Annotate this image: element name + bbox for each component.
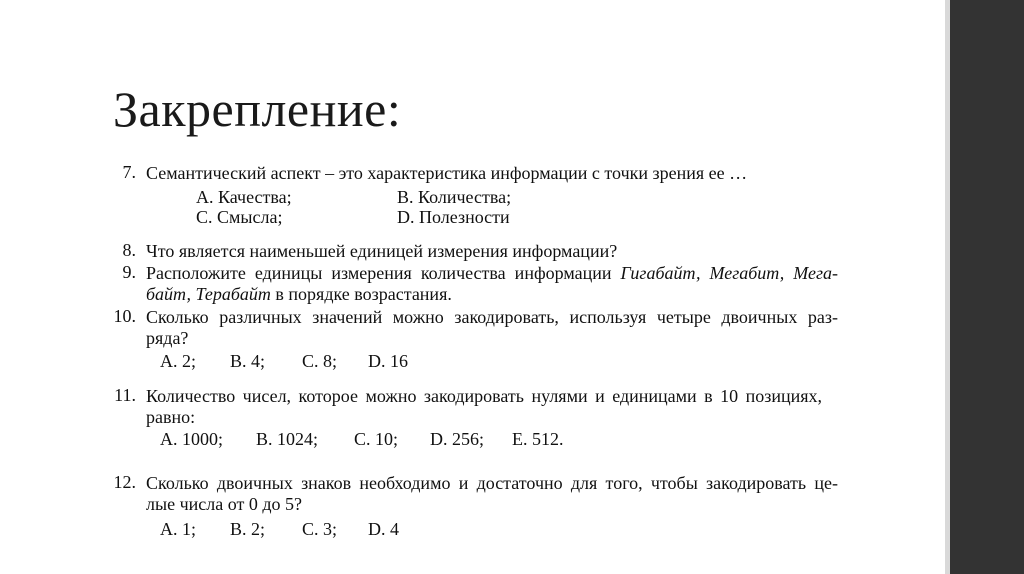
question-10-line-2: ряда? <box>146 328 189 348</box>
question-7-option-a: A. Качества; <box>196 187 292 207</box>
question-7-number: 7. <box>122 162 136 182</box>
question-12-option-c: C. 3; <box>302 519 338 539</box>
question-10-number: 10. <box>113 306 136 326</box>
question-8-number: 8. <box>122 240 136 260</box>
question-7-option-d: D. Полезности <box>397 207 510 227</box>
question-11-option-e: E. 512. <box>512 429 564 449</box>
question-11-option-d: D. 256; <box>430 429 484 449</box>
slide-title: Закрепление: <box>113 81 402 137</box>
question-11-line-2: равно: <box>146 407 196 427</box>
question-12-line-2: лые числа от 0 до 5? <box>146 494 302 514</box>
question-7-text: Семантический аспект – это характеристика информации с точки зрения ее … <box>146 163 748 183</box>
question-9-line-1 <box>146 262 838 284</box>
question-10-option-a: A. 2; <box>160 351 196 371</box>
question-9-units-italic: Гигабайт, Мегабит, Мега- <box>620 263 838 283</box>
question-9-units-italic-2: байт, Терабайт <box>146 284 271 304</box>
dark-sidebar <box>950 0 1024 574</box>
question-10-line-1: Сколько различных значений можно закодировать, используя четыре двоичных раз- <box>146 307 838 327</box>
question-9-line-1-prefix: Расположите единицы измерения количества информации <box>146 263 621 283</box>
question-9-number: 9. <box>122 262 136 282</box>
question-11-option-c: C. 10; <box>354 429 399 449</box>
question-11-line-1: Количество чисел, которое можно закодировать нулями и единицами в 10 позициях, <box>146 386 822 406</box>
question-11-number: 11. <box>114 385 136 405</box>
question-7-option-c: C. Смысла; <box>196 207 283 227</box>
question-10-option-d: D. 16 <box>368 351 408 371</box>
question-7-option-b: B. Количества; <box>397 187 512 207</box>
question-9-line-2-suffix: в порядке возрастания. <box>270 284 452 304</box>
question-9-line-2 <box>146 283 838 305</box>
question-12-option-b: B. 2; <box>230 519 266 539</box>
question-12-number: 12. <box>113 472 136 492</box>
question-8-text: Что является наименьшей единицей измерения информации? <box>146 241 618 261</box>
question-11-option-a: A. 1000; <box>160 429 223 449</box>
question-10-option-c: C. 8; <box>302 351 338 371</box>
question-12-line-1: Сколько двоичных знаков необходимо и достаточно для того, чтобы закодировать це- <box>146 473 838 493</box>
question-10-option-b: B. 4; <box>230 351 266 371</box>
question-12-option-a: A. 1; <box>160 519 196 539</box>
question-12-option-d: D. 4 <box>368 519 399 539</box>
question-11-option-b: B. 1024; <box>256 429 319 449</box>
